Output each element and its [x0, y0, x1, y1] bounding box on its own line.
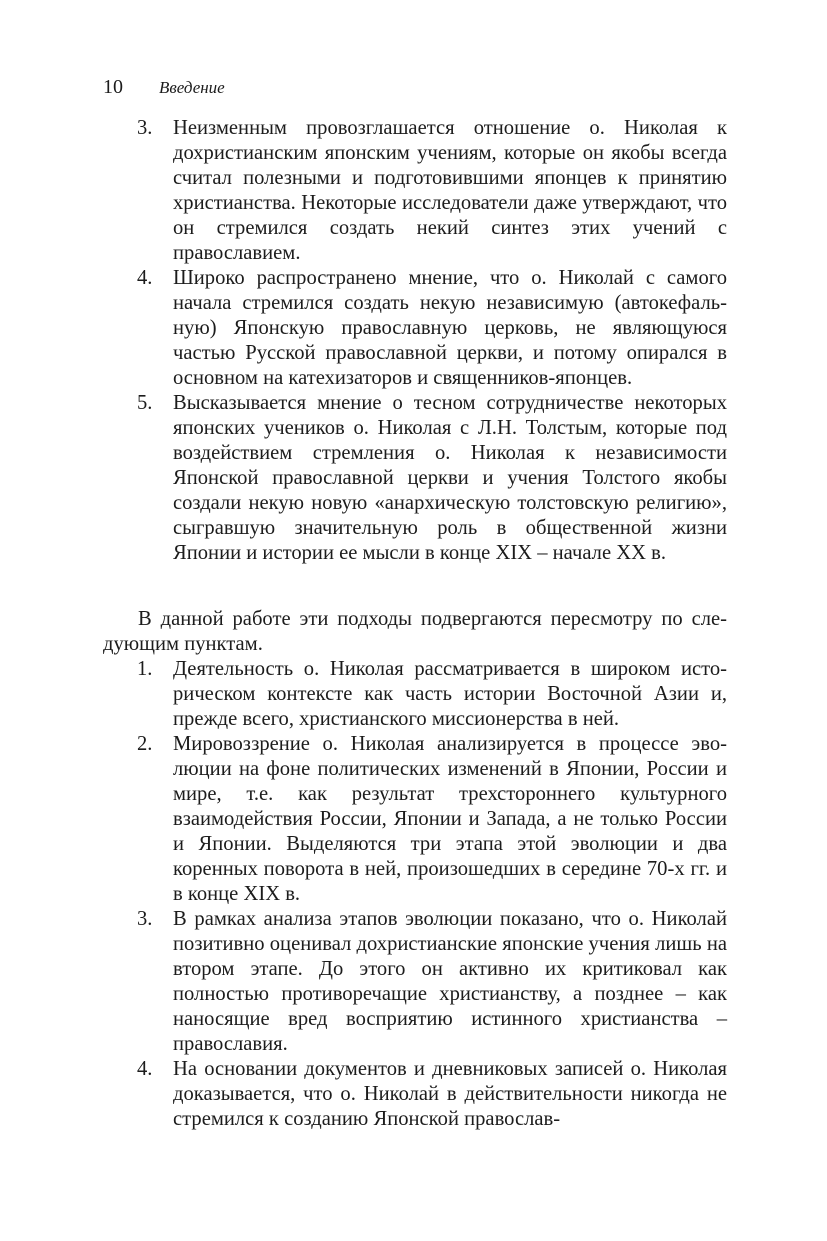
body-text	[103, 116, 727, 1132]
running-head	[103, 74, 225, 101]
list-item-text: Деятельность о. Николая рассматривается в широком историческом контексте как часть истории Восточной Азии и, прежде всего, христианского миссионерства в ней.	[173, 658, 727, 730]
list-item	[103, 732, 727, 907]
intro-paragraph: В данной работе эти подходы подвергаются пересмотру по следующим пунктам.	[103, 608, 727, 655]
list-item	[103, 907, 727, 1057]
list-item	[103, 1057, 727, 1132]
list-item	[103, 657, 727, 732]
list-item-text: Широко распространено мнение, что о. Николай с самого начала стремился создать некую независимую (автокефальную) Японскую православную церковь, не являющуюся частью Русской православной церкви, и потому опирался в основном на катехизаторов и священников-японцев.	[173, 267, 727, 389]
section-title: Введение	[159, 78, 225, 97]
list-item-number: 3.	[137, 908, 153, 930]
numbered-list-revision-points	[103, 657, 727, 1132]
page-number: 10	[103, 76, 123, 98]
list-item-text: Мировоззрение о. Николая анализируется в процессе эволюции на фоне политических изменений в Японии, России и мире, т.е. как результат трехстороннего культурного взаимодействия России, Японии и Запада, а не только России и Японии. Выделяются три этапа этой эволюции и два коренных поворота в ней, произошедших в середине 70-х гг. и в конце XIX в.	[173, 733, 727, 905]
list-item-number: 3.	[137, 117, 153, 139]
list-item-text: В рамках анализа этапов эволюции показано, что о. Николай позитивно оценивал дохристианские японские учения лишь на втором этапе. До этого он активно их критиковал как полностью противоречащие христианству, а позднее – как наносящие вред восприятию истинного христианства – православия.	[173, 908, 727, 1055]
list-item	[103, 116, 727, 266]
list-item-number: 1.	[137, 658, 153, 680]
list-item-number: 4.	[137, 1058, 153, 1080]
list-item	[103, 391, 727, 566]
section-spacer	[103, 566, 727, 607]
list-item-text: Неизменным провозглашается отношение о. Николая к дохристианским японским учениям, которые он якобы всегда считал полезными и подготовившими японцев к принятию христианства. Некоторые исследователи даже утверждают, что он стремился создать некий синтез этих учений с православием.	[173, 117, 727, 264]
list-item-number: 5.	[137, 392, 153, 414]
list-item-text: На основании документов и дневниковых записей о. Николая доказывается, что о. Николай в действительности никогда не стремился к созданию Японской православ-	[173, 1058, 727, 1130]
list-item	[103, 266, 727, 391]
list-item-text: Высказывается мнение о тесном сотрудничестве некоторых японских учеников о. Николая с Л.Н. Толстым, которые под воздействием стремления о. Николая к независимости Японской православной церкви и учения Толстого якобы создали некую новую «анархическую толстовскую религию», сыгравшую значительную роль в общественной жизни Японии и истории ее мысли в конце XIX – начале XX в.	[173, 392, 727, 564]
list-item-number: 2.	[137, 733, 153, 755]
list-item-number: 4.	[137, 267, 153, 289]
numbered-list-previous-views	[103, 116, 727, 566]
